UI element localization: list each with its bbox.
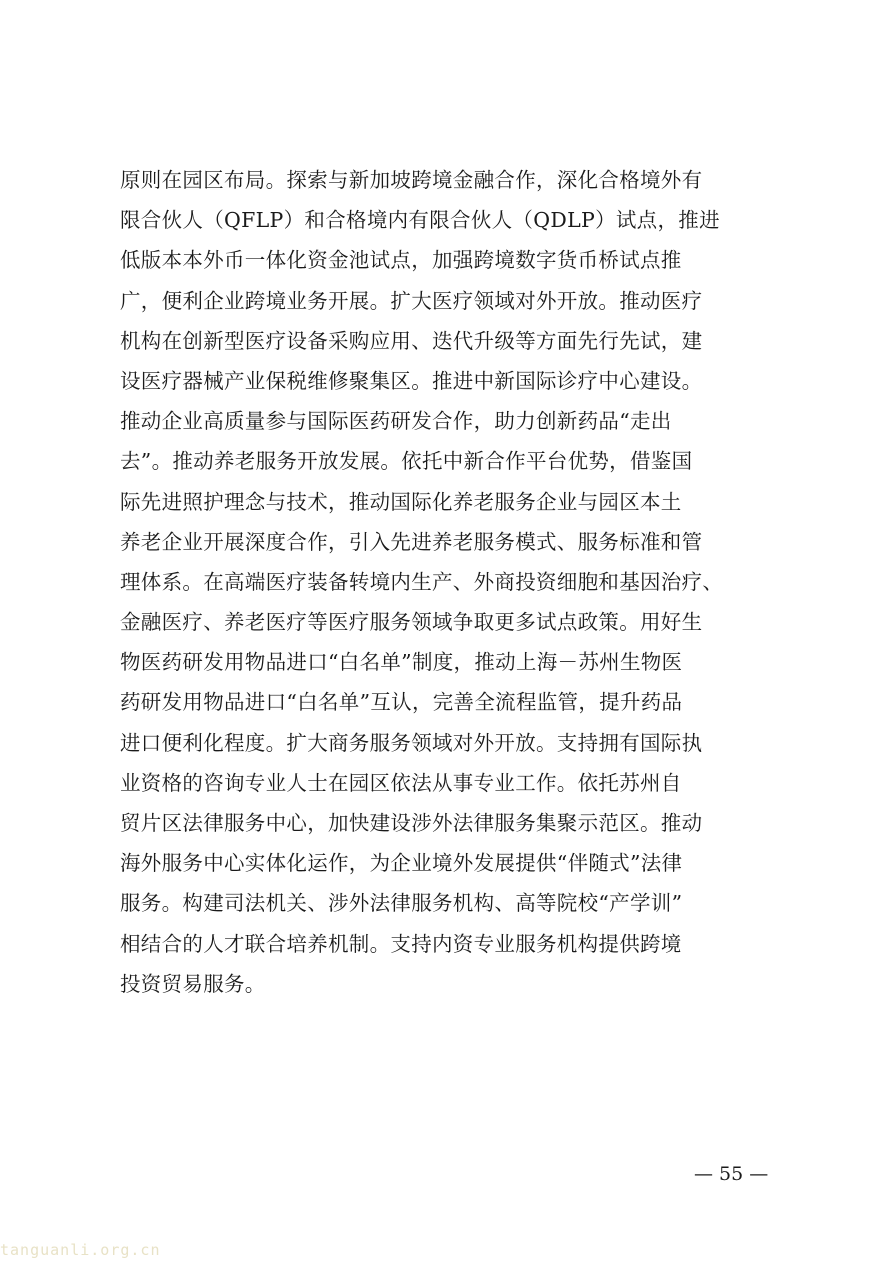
text-line: 去”。推动养老服务开放发展。依托中新合作平台优势，借鉴国: [120, 449, 693, 474]
text-line: 机构在创新型医疗设备采购应用、迭代升级等方面先行先试，建: [120, 328, 703, 353]
text-line: 际先进照护理念与技术，推动国际化养老服务企业与园区本土: [120, 489, 682, 514]
page-number: — 55 —: [694, 1163, 769, 1185]
text-line: 海外服务中心实体化运作，为企业境外发展提供“伴随式”法律: [120, 851, 683, 876]
text-line: 药研发用物品进口“白名单”互认，完善全流程监管，提升药品: [120, 690, 683, 715]
text-line: 贸片区法律服务中心，加快建设涉外法律服务集聚示范区。推动: [120, 811, 703, 835]
text-line: 低版本本外币一体化资金池试点，加强跨境数字货币桥试点推: [120, 248, 682, 273]
text-line: 相结合的人才联合培养机制。支持内资专业服务机构提供跨境: [120, 931, 682, 956]
text-line: 推动企业高质量参与国际医药研发合作，助力创新药品“走出: [120, 409, 672, 434]
text-line: 投资贸易服务。: [120, 971, 266, 996]
text-line: 原则在园区布局。探索与新加坡跨境金融合作，深化合格境外有: [120, 168, 703, 192]
text-line: 服务。构建司法机关、涉外法律服务机构、高等院校“产学训”: [120, 891, 683, 916]
text-line: 业资格的咨询专业人士在园区依法从事专业工作。依托苏州自: [120, 770, 682, 795]
text-line: 养老企业开展深度合作，引入先进养老服务模式、服务标准和管: [120, 529, 703, 554]
text-line: 物医药研发用物品进口“白名单”制度，推动上海－苏州生物医: [120, 650, 683, 675]
text-line: 设医疗器械产业保税维修聚集区。推进中新国际诊疗中心建设。: [120, 368, 703, 393]
watermark: tanguanli.org.cn: [0, 1241, 161, 1259]
text-line: 广，便利企业跨境业务开展。扩大医疗领域对外开放。推动医疗: [120, 288, 703, 313]
text-line: 进口便利化程度。扩大商务服务领域对外开放。支持拥有国际执: [120, 730, 703, 755]
text-line: 理体系。在高端医疗装备转境内生产、外商投资细胞和基因治疗、: [120, 569, 724, 594]
body-text: [120, 160, 800, 1004]
text-line: 限合伙人（QFLP）和合格境内有限合伙人（QDLP）试点，推进: [120, 208, 720, 233]
text-line: 金融医疗、养老医疗等医疗服务领域争取更多试点政策。用好生: [120, 610, 703, 635]
